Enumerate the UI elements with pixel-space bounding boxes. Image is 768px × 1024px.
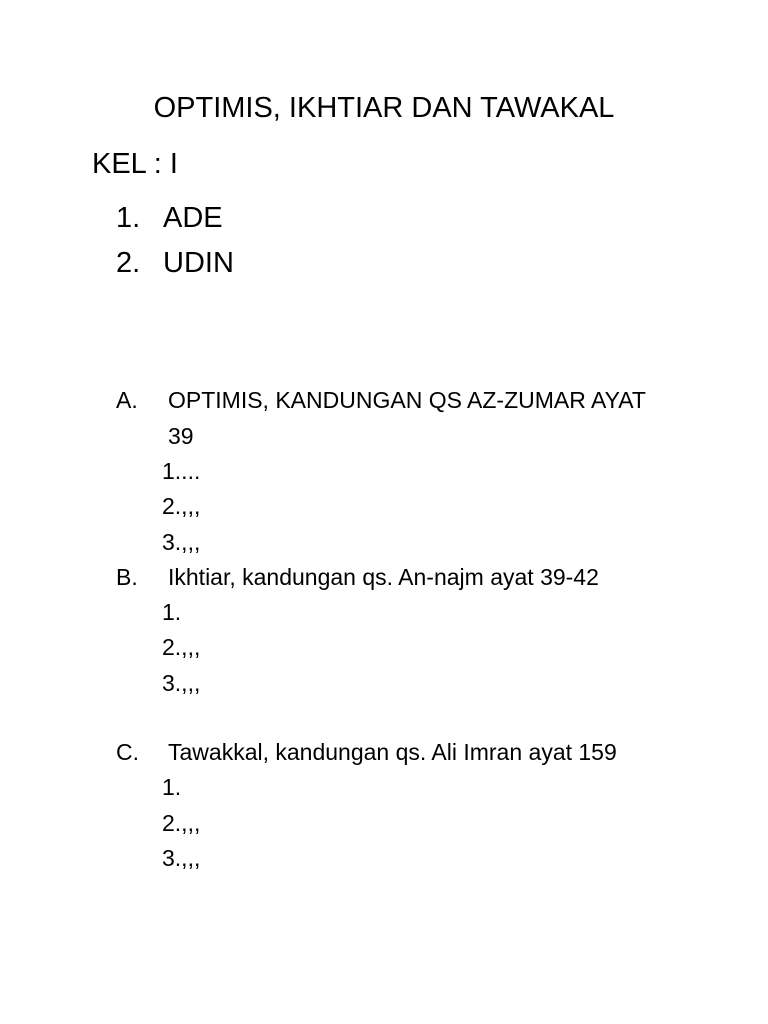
section-item: 2.,,, — [162, 810, 201, 836]
section-item: 2.,,, — [162, 493, 201, 519]
section-heading-continued: 39 — [168, 423, 194, 449]
section-item: 3.,,, — [162, 529, 201, 555]
section-letter: A. — [116, 387, 138, 413]
section-item: 3.,,, — [162, 670, 201, 696]
section-heading: OPTIMIS, KANDUNGAN QS AZ-ZUMAR AYAT — [168, 387, 646, 413]
section-heading: Ikhtiar, kandungan qs. An-najm ayat 39-42 — [168, 564, 599, 590]
section-letter: B. — [116, 564, 138, 590]
member-name: UDIN — [163, 247, 234, 279]
section-item: 2.,,, — [162, 634, 201, 660]
section-item: 1. — [162, 599, 182, 625]
document-title: OPTIMIS, IKHTIAR DAN TAWAKAL — [153, 92, 615, 124]
section-item: 3.,,, — [162, 845, 201, 871]
group-label: KEL : I — [92, 148, 178, 180]
member-name: ADE — [163, 202, 223, 234]
section-heading: Tawakkal, kandungan qs. Ali Imran ayat 159 — [168, 739, 617, 765]
section-item: 1.... — [162, 458, 201, 484]
member-number: 1. — [116, 202, 141, 234]
section-item: 1. — [162, 774, 182, 800]
section-letter: C. — [116, 739, 139, 765]
member-number: 2. — [116, 247, 141, 279]
